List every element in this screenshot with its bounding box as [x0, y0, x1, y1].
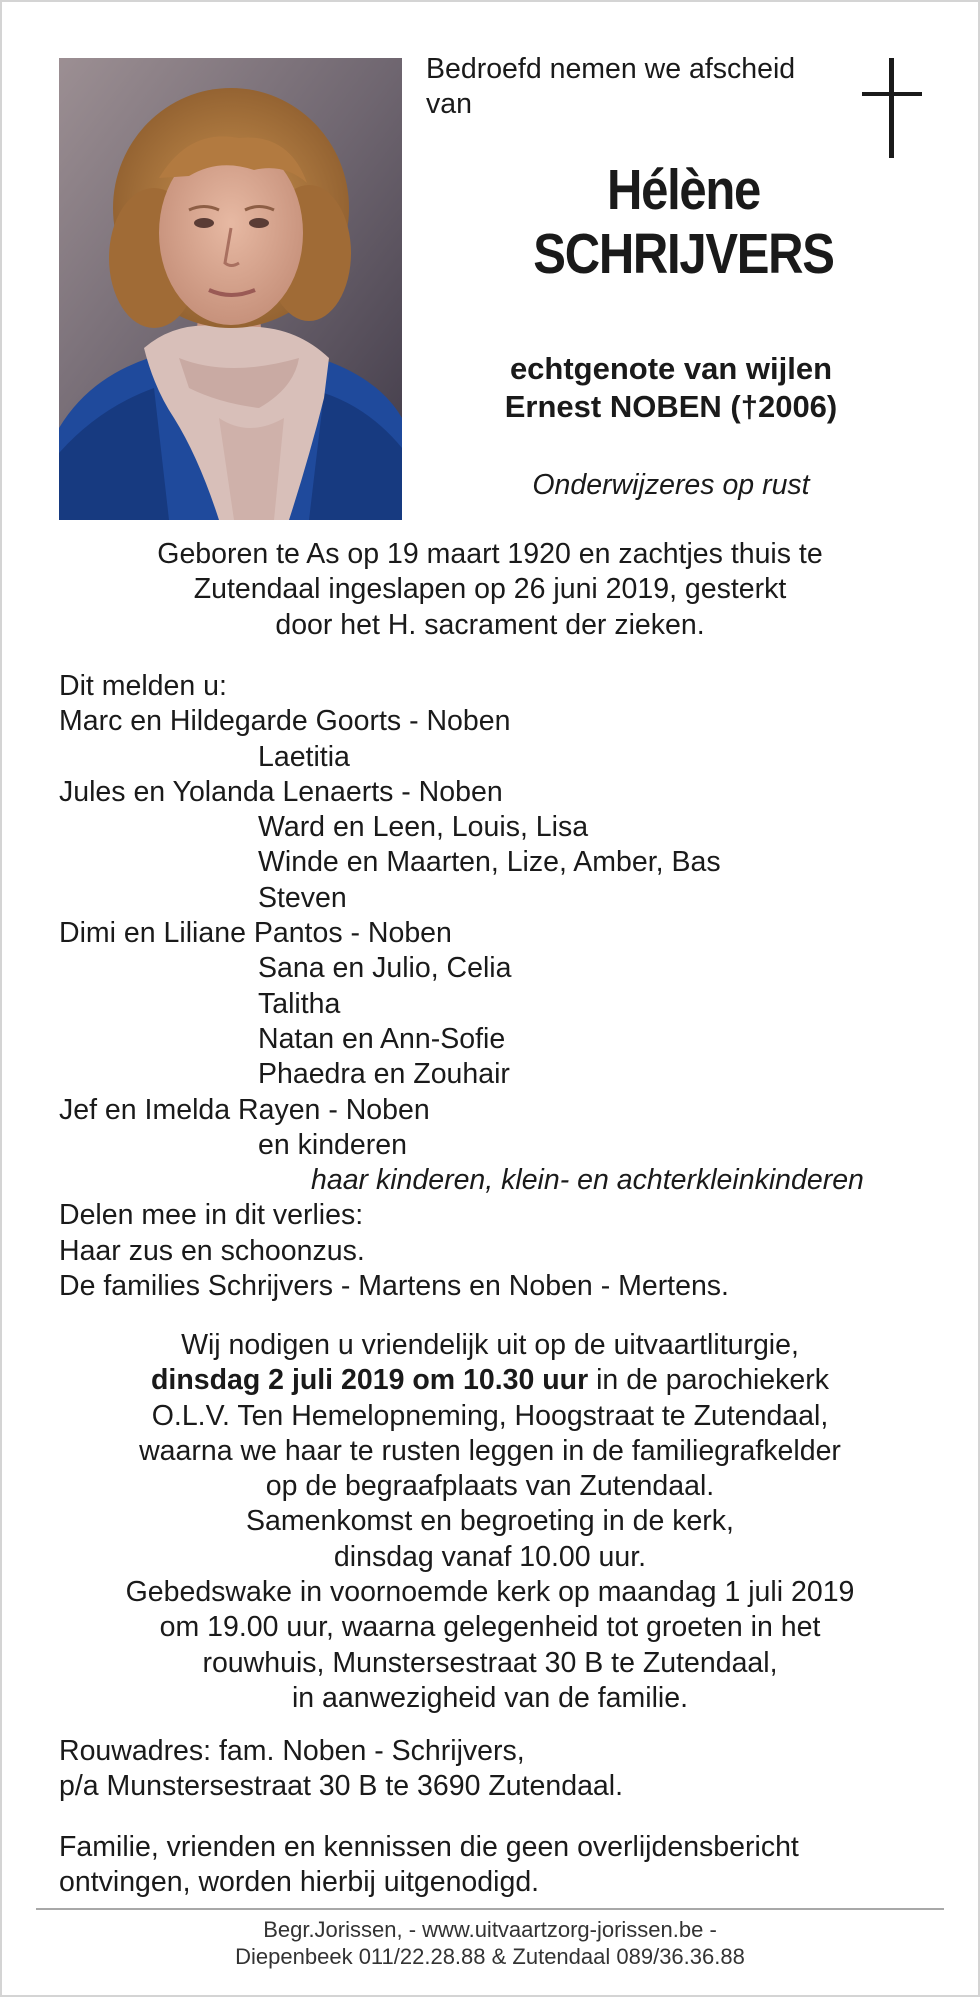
family-line: Haar zus en schoonzus.	[59, 1234, 365, 1267]
mourning-address	[59, 1734, 921, 1805]
family-line: haar kinderen, klein- en achterkleinkinderen	[311, 1164, 864, 1197]
funeral-line-8: Gebedswake in voornoemde kerk op maandag 1 juli 2019	[125, 1576, 855, 1609]
family-line: Sana en Julio, Celia	[258, 952, 512, 985]
undertaker-footer	[59, 1916, 921, 1970]
funeral-line-9: om 19.00 uur, waarna gelegenheid tot groeten in het	[159, 1611, 821, 1644]
first-name: Hélène	[606, 158, 760, 222]
family-heading: Dit melden u:	[59, 670, 227, 702]
funeral-line-3: O.L.V. Ten Hemelopneming, Hoogstraat te Zutendaal,	[151, 1399, 829, 1432]
invitation-note	[59, 1830, 921, 1901]
intro-line-1: Bedroefd nemen we afscheid	[426, 53, 796, 85]
intro-line-2: van	[426, 88, 472, 120]
footer-divider	[36, 1908, 944, 1910]
profession: Onderwijzeres op rust	[532, 469, 810, 501]
portrait-photo	[59, 58, 402, 520]
address-line-2: p/a Munstersestraat 30 B te 3690 Zutendaal.	[59, 1770, 624, 1803]
funeral-line-2-rest: in de parochiekerk	[588, 1364, 829, 1397]
funeral-line-2	[59, 1363, 921, 1398]
footer-line-1: Begr.Jorissen, - www.uitvaartzorg-jorissen.be -	[263, 1917, 717, 1942]
family-line: Delen mee in dit verlies:	[59, 1199, 364, 1232]
funeral-date: dinsdag 2 juli 2019 om 10.30 uur	[151, 1364, 589, 1397]
family-line: Steven	[258, 881, 347, 914]
funeral-line-10: rouwhuis, Munstersestraat 30 B te Zutendaal,	[202, 1646, 778, 1679]
family-line: Winde en Maarten, Lize, Amber, Bas	[258, 846, 721, 879]
family-line: Dimi en Liliane Pantos - Noben	[59, 917, 452, 950]
family-line: Laetitia	[258, 740, 350, 773]
spouse-line-2: Ernest NOBEN (†2006)	[504, 389, 838, 424]
family-line: De families Schrijvers - Martens en Noben - Mertens.	[59, 1270, 729, 1303]
funeral-line-5: op de begraafplaats van Zutendaal.	[265, 1470, 715, 1503]
cross-icon	[862, 58, 922, 158]
family-line: Jef en Imelda Rayen - Noben	[59, 1093, 430, 1126]
intro-text	[426, 52, 866, 122]
invite-line-1: Familie, vrienden en kennissen die geen overlijdensbericht	[59, 1831, 799, 1863]
footer-line-2: Diepenbeek 011/22.28.88 & Zutendaal 089/36.36.88	[235, 1944, 745, 1969]
birth-line-3: door het H. sacrament der zieken.	[275, 608, 705, 641]
family-list	[59, 669, 939, 1304]
family-line: Marc en Hildegarde Goorts - Noben	[59, 705, 511, 738]
family-line: Natan en Ann-Sofie	[258, 1022, 506, 1055]
funeral-line-7: dinsdag vanaf 10.00 uur.	[333, 1540, 647, 1573]
address-line-1: Rouwadres: fam. Noben - Schrijvers,	[59, 1735, 525, 1767]
birth-line-2: Zutendaal ingeslapen op 26 juni 2019, gesterkt	[193, 573, 787, 606]
family-line: Jules en Yolanda Lenaerts - Noben	[59, 775, 503, 808]
birth-death-info	[59, 537, 921, 643]
deceased-name	[462, 158, 905, 286]
family-line: en kinderen	[258, 1128, 407, 1161]
spouse-info	[426, 350, 916, 426]
family-line: Phaedra en Zouhair	[258, 1058, 510, 1091]
spouse-line-1: echtgenote van wijlen	[509, 351, 833, 386]
funeral-line-6: Samenkomst en begroeting in de kerk,	[246, 1505, 734, 1538]
funeral-line-11: in aanwezigheid van de familie.	[291, 1681, 689, 1714]
last-name: SCHRIJVERS	[533, 222, 834, 286]
invite-line-2: ontvingen, worden hierbij uitgenodigd.	[59, 1866, 540, 1899]
funeral-details	[59, 1328, 921, 1716]
birth-line-1: Geboren te As op 19 maart 1920 en zachtjes thuis te	[157, 538, 823, 570]
family-line: Ward en Leen, Louis, Lisa	[258, 811, 589, 844]
family-line: Talitha	[258, 987, 341, 1020]
funeral-line-4: waarna we haar te rusten leggen in de familiegrafkelder	[139, 1434, 841, 1467]
funeral-line-1: Wij nodigen u vriendelijk uit op de uitvaartliturgie,	[181, 1329, 799, 1361]
